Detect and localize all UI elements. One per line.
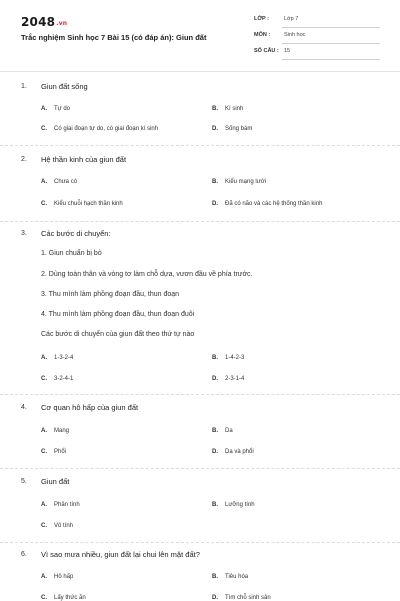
question-text: Giun đất sống — [41, 82, 88, 91]
meta-underline — [282, 27, 380, 28]
meta-value: Lớp 7 — [284, 16, 299, 22]
header-divider — [0, 71, 400, 72]
meta-value: 15 — [284, 48, 291, 54]
meta-row-subject — [254, 32, 380, 41]
option-a[interactable]: A. 1-3-2-4 — [41, 355, 74, 361]
option-b[interactable]: B. Kí sinh — [212, 106, 244, 112]
statement-3: 3. Thu mình làm phồng đoạn đầu, thun đoạn — [41, 291, 180, 298]
meta-key: LỚP : — [254, 16, 269, 22]
question-number: 6. — [21, 551, 27, 558]
statement-4: 4. Thu mình làm phồng đoạn đầu, thun đoạn đuôi — [41, 311, 195, 318]
option-c[interactable]: C. Vô tính — [41, 523, 74, 529]
option-c[interactable]: C. 3-2-4-1 — [41, 376, 74, 382]
option-d[interactable]: D. Đã có não và các hệ thống thần kinh — [212, 201, 323, 207]
option-d[interactable]: D. Tìm chỗ sinh sản — [212, 595, 271, 601]
question-text: Giun đất — [41, 477, 70, 486]
question-number: 5. — [21, 478, 27, 485]
question-text: Cơ quan hô hấp của giun đất — [41, 403, 139, 412]
option-b[interactable]: B. Da — [212, 428, 233, 434]
question-text: Các bước di chuyển: — [41, 229, 111, 238]
site-logo[interactable]: 2048.vn — [21, 15, 68, 29]
option-d[interactable]: D. 2-3-1-4 — [212, 376, 245, 382]
meta-key: SỐ CÂU : — [254, 48, 279, 54]
question-divider — [0, 221, 400, 222]
logo-suffix: .vn — [56, 20, 68, 27]
page-title: Trắc nghiệm Sinh học 7 Bài 15 (có đáp án): Giun đất — [21, 33, 207, 42]
statement-prompt: Các bước di chuyển của giun đất theo thứ tự nào — [41, 331, 195, 338]
option-b[interactable]: B. 1-4-2-3 — [212, 355, 245, 361]
option-c[interactable]: C. Kiểu chuỗi hạch thần kinh — [41, 201, 123, 207]
option-c[interactable]: C. Phổi — [41, 449, 67, 455]
meta-row-count — [254, 48, 380, 57]
question-divider — [0, 468, 400, 469]
meta-value: Sinh học — [284, 32, 306, 38]
question-text: Vì sao mưa nhiều, giun đất lại chui lên mặt đất? — [41, 550, 200, 559]
option-a[interactable]: A. Mang — [41, 428, 70, 434]
statement-1: 1. Giun chuẩn bị bò — [41, 250, 102, 257]
option-b[interactable]: B. Kiểu mạng lưới — [212, 179, 266, 185]
question-number: 4. — [21, 404, 27, 411]
question-number: 3. — [21, 230, 27, 237]
option-a[interactable]: A. Tự do — [41, 106, 71, 112]
question-text: Hệ thần kinh của giun đất — [41, 155, 127, 164]
option-a[interactable]: A. Phân tính — [41, 502, 80, 508]
option-b[interactable]: B. Lưỡng tính — [212, 502, 255, 508]
option-c[interactable]: C. Lấy thức ăn — [41, 595, 86, 601]
document-header — [0, 0, 400, 72]
question-number: 1. — [21, 83, 27, 90]
option-a[interactable]: A. Chưa có — [41, 179, 78, 185]
meta-key: MÔN : — [254, 32, 271, 38]
option-a[interactable]: A. Hô hấp — [41, 574, 74, 580]
meta-underline — [282, 59, 380, 60]
question-divider — [0, 394, 400, 395]
meta-info — [254, 16, 380, 57]
option-d[interactable]: D. Sống bám — [212, 126, 253, 132]
question-number: 2. — [21, 156, 27, 163]
option-c[interactable]: C. Có giai đoạn tự do, có giai đoạn kí sinh — [41, 126, 159, 132]
question-divider — [0, 145, 400, 146]
option-b[interactable]: B. Tiêu hóa — [212, 574, 249, 580]
question-divider — [0, 542, 400, 543]
statement-2: 2. Dùng toàn thân và vòng tơ làm chỗ dựa, vươn đầu về phía trước. — [41, 271, 253, 278]
option-d[interactable]: D. Da và phổi — [212, 449, 254, 455]
meta-row-class — [254, 16, 380, 25]
meta-underline — [282, 43, 380, 44]
